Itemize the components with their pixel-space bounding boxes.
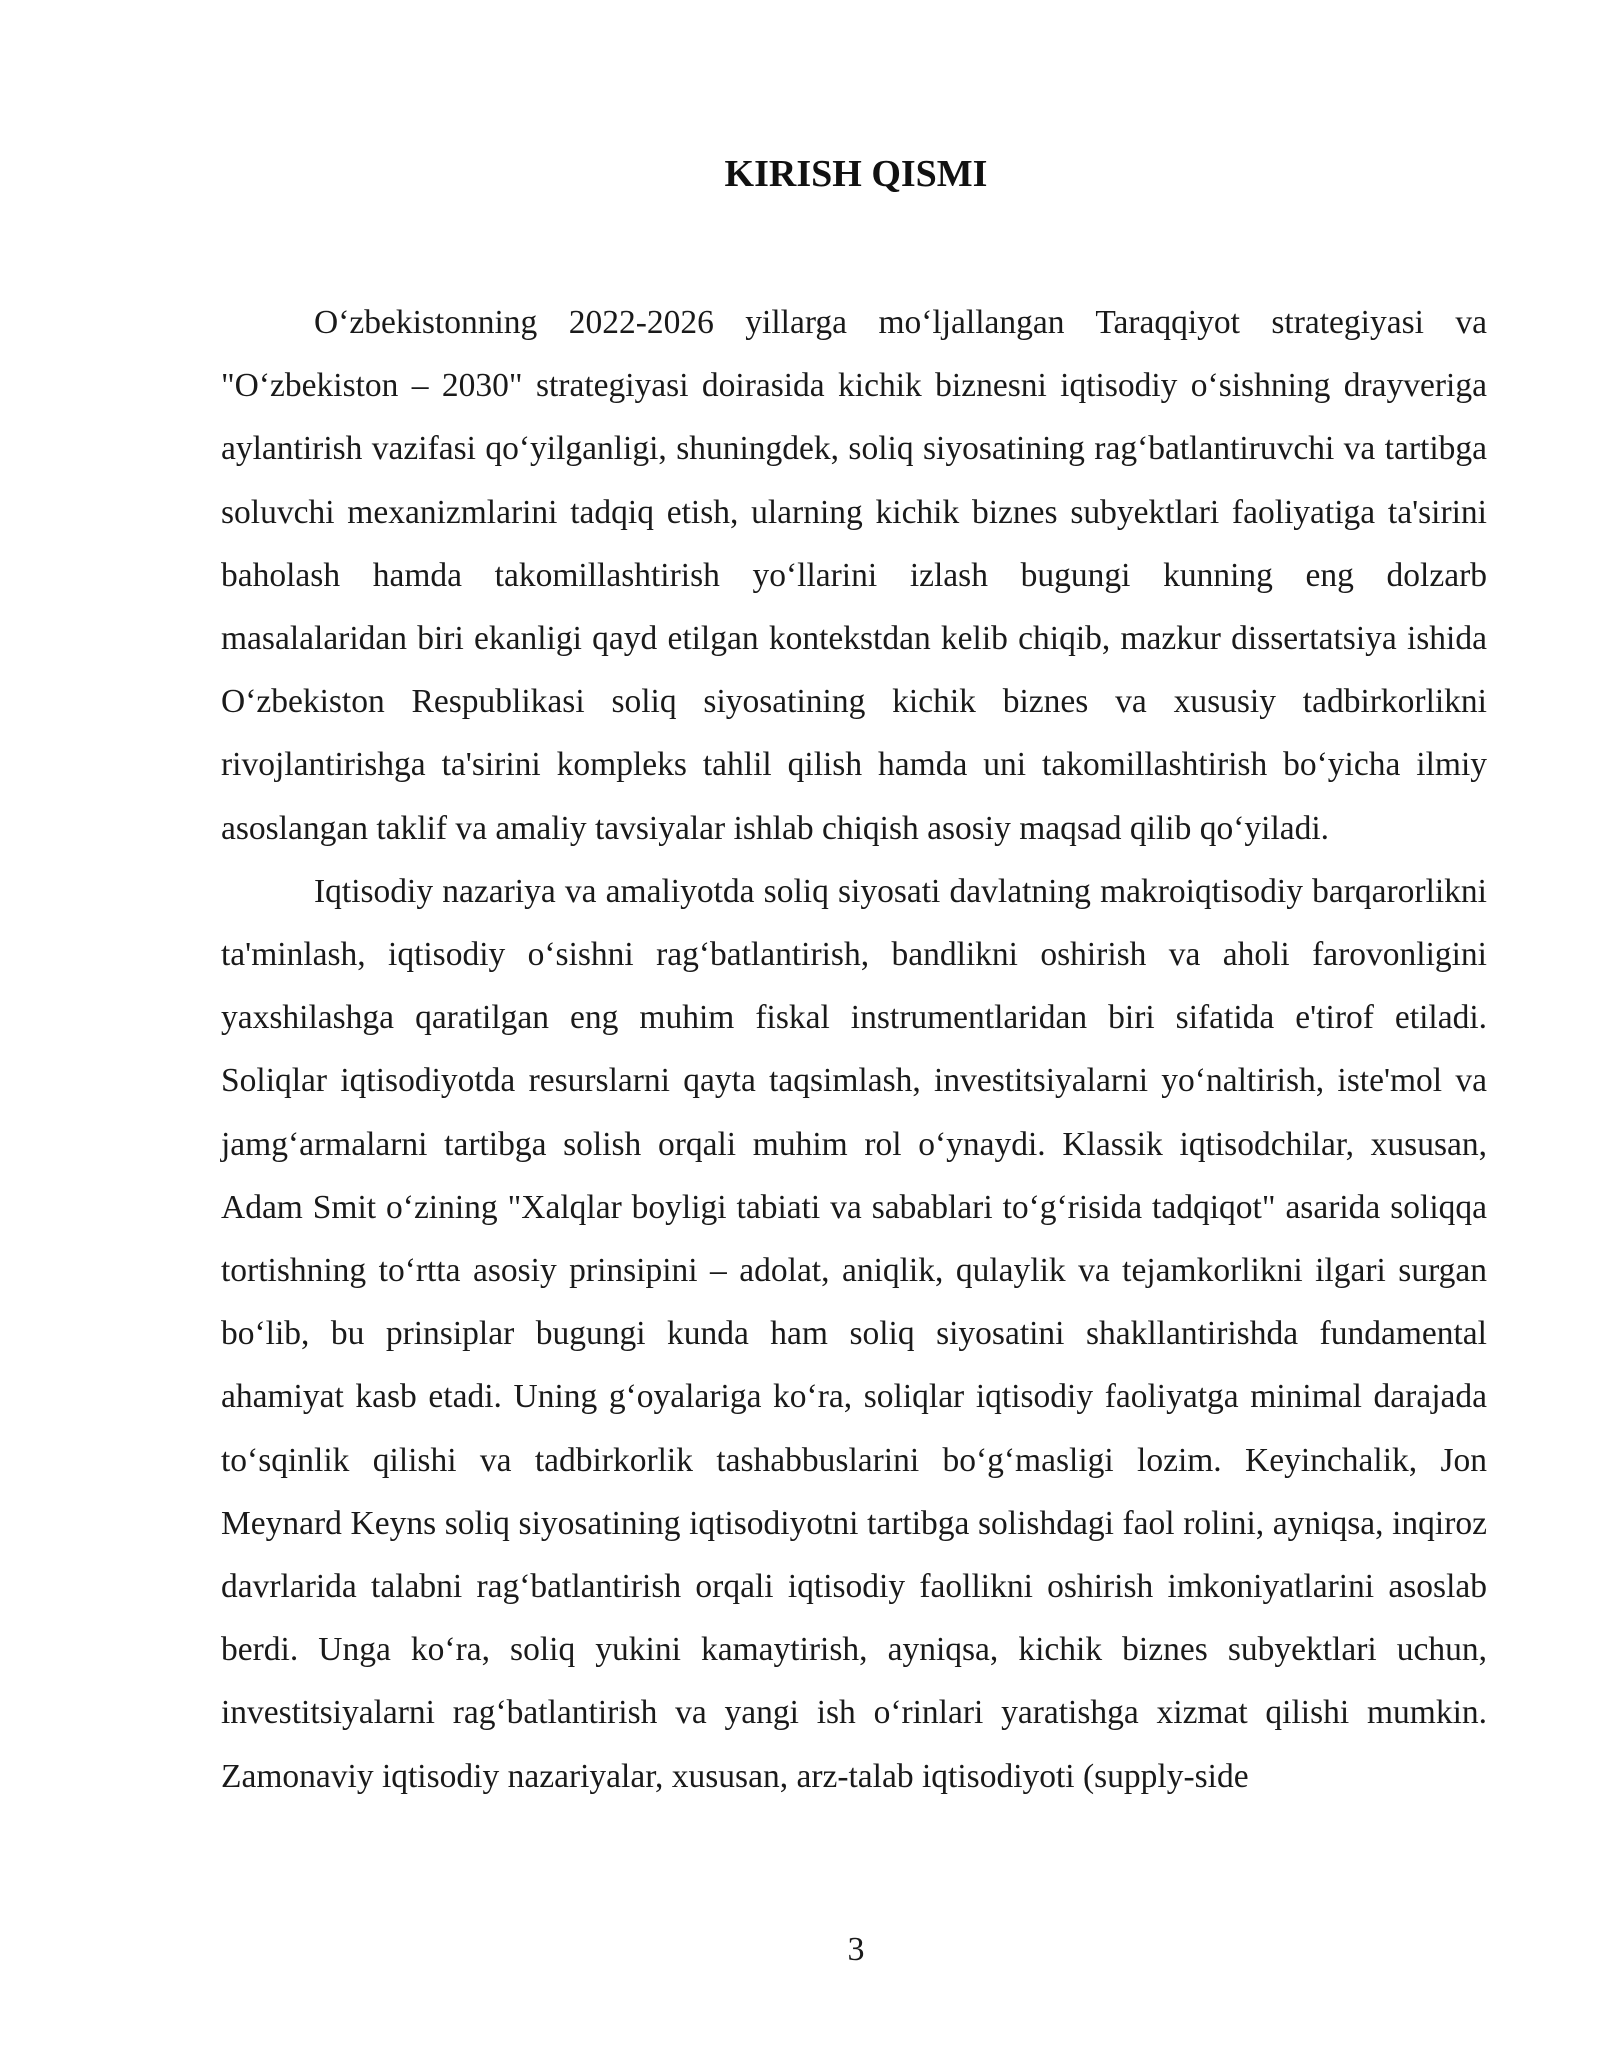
page-number: 3 — [847, 1931, 865, 1968]
paragraph-1: O‘zbekistonning 2022-2026 yillarga mo‘ljallangan Taraqqiyot strategiyasi va "O‘zbekiston – 2030" strategiyasi doirasida kichik biznesni iqtisodiy o‘sishning drayveriga aylantirish vazifasi qo‘yilganligi, shuningdek, soliq siyosatining rag‘batlantiruvchi va tartibga soluvchi mexanizmlarini tadqiq etish, ularning kichik biznes subyektlari faoliyatiga ta'sirini baholash hamda takomillashtirish yo‘llarini izlash bugungi kunning eng dolzarb masalalaridan biri ekanligi qayd etilgan kontekstdan kelib chiqib, mazkur dissertatsiya ishida O‘zbekiston Respublikasi soliq siyosatining kichik biznes va xususiy tadbirkorlikni rivojlantirishga ta'sirini kompleks tahlil qilish hamda uni takomillashtirish bo‘yicha ilmiy asoslangan taklif va amaliy tavsiyalar ishlab chiqish asosiy maqsad qilib qo‘yiladi. — [221, 304, 1487, 847]
body-text — [221, 291, 1487, 1808]
section-title: KIRISH QISMI — [724, 153, 988, 195]
paragraph-2: Iqtisodiy nazariya va amaliyotda soliq siyosati davlatning makroiqtisodiy barqarorlikni ta'minlash, iqtisodiy o‘sishni rag‘batlantirish, bandlikni oshirish va aholi farovonligini yaxshilashga qaratilgan eng muhim fiskal instrumentlaridan biri sifatida e'tirof etiladi. Soliqlar iqtisodiyotda resurslarni qayta taqsimlash, investitsiyalarni yo‘naltirish, iste'mol va jamg‘armalarni tartibga solish orqali muhim rol o‘ynaydi. Klassik iqtisodchilar, xususan, Adam Smit o‘zining "Xalqlar boyligi tabiati va sabablari to‘g‘risida tadqiqot" asarida soliqqa tortishning to‘rtta asosiy prinsipini – adolat, aniqlik, qulaylik va tejamkorlikni ilgari surgan bo‘lib, bu prinsiplar bugungi kunda ham soliq siyosatini shakllantirishda fundamental ahamiyat kasb etadi. Uning g‘oyalariga ko‘ra, soliqlar iqtisodiy faoliyatga minimal darajada to‘sqinlik qilishi va tadbirkorlik tashabbuslarini bo‘g‘masligi lozim. Keyinchalik, Jon Meynard Keyns soliq siyosatining iqtisodiyotni tartibga solishdagi faol rolini, ayniqsa, inqiroz davrlarida talabni rag‘batlantirish orqali iqtisodiy faollikni oshirish imkoniyatlarini asoslab berdi. Unga ko‘ra, soliq yukini kamaytirish, ayniqsa, kichik biznes subyektlari uchun, investitsiyalarni rag‘batlantirish va yangi ish o‘rinlari yaratishga xizmat qilishi mumkin. Zamonaviy iqtisodiy nazariyalar, xususan, arz-talab iqtisodiyoti (supply-side — [221, 872, 1487, 1795]
